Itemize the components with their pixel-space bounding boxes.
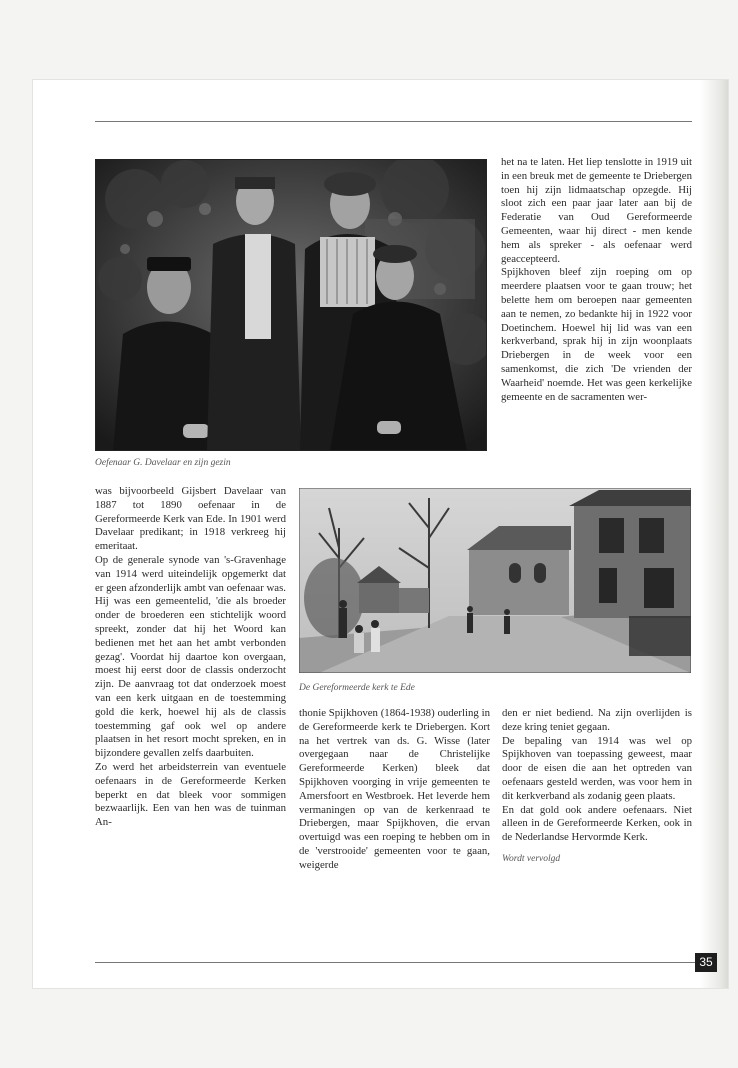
paragraph: den er niet bediend. Na zijn overlijden is deze kring teniet gegaan.: [502, 707, 692, 733]
page-curl-shadow: [700, 80, 728, 988]
church-street-photo: [299, 488, 691, 673]
paragraph: Op de generale synode van 's-Gravenhage van 1914 werd uiteindelijk opgemerkt dat er geen afzonderlijk ambt van oefenaar was. Hij was een gemeentelid, 'die als broeder onder de broederen een stichtelijk woord spreekt, zonder dat hij het Woord kan bedienen met het aan het ambt verbonden gezag'. Voordat hij daartoe kon overgaan, moest hij eerst door de classis onderzocht zijn. De aanvraag tot dat onderzoek moest van een kerk uitgaan en de toestemming gold die kerk, hoewel hij als de classis toestemming gaf ook wel op andere plaatsen in het resort mocht spreken, en in bijzondere gevallen zelfs daarbuiten.: [95, 553, 286, 760]
text-column-right-top: [501, 156, 692, 404]
paragraph: En dat gold ook andere oefenaars. Niet alleen in de Gereformeerde Kerken, ook in de Nederlandse Hervormde Kerk.: [502, 803, 692, 844]
text-column-left: [95, 485, 286, 830]
family-portrait-photo: [95, 159, 487, 451]
top-rule: [95, 121, 692, 122]
bottom-rule: [95, 962, 695, 963]
paragraph: het na te laten. Het liep tenslotte in 1919 uit in een breuk met de gemeente te Driebergen toen hij zijn lidmaatschap opzegde. Hij sloot zich een paar jaar later aan bij de Federatie van Oud Gereformeerde Gemeenten, waar hij direct - men kende hem als spreker - als oefenaar werd geaccepteerd.: [501, 156, 692, 265]
photo2-caption: De Gereformeerde kerk te Ede: [299, 683, 415, 693]
page-number: 35: [695, 953, 717, 972]
continued-note: Wordt vervolgd: [502, 853, 561, 864]
paragraph: thonie Spijkhoven (1864-1938) ouderling in de Gereformeerde kerk te Driebergen. Kort na het vertrek van ds. G. Wisse (later overgegaan naar de Christelijke Gereformeerde Kerken) bleek dat Spijkhoven voorging in vrije gemeenten te Amersfoort en Westbroek. Het leverde hem vermaningen op van de kerkenraad te Driebergen, maar Spijkhoven, die ervan overtuigd was een roeping te hebben om in de 'verstrooide' gemeenten voor te gaan, weigerde: [299, 707, 490, 871]
paragraph: Zo werd het arbeidsterrein van eventuele oefenaars in de Gereformeerde Kerken beperkt en dat bleek voor sommigen bezwaarlijk. Een van hen was de tuinman An-: [95, 760, 286, 829]
text-column-middle: [299, 707, 490, 873]
text-column-right: [502, 707, 692, 867]
paragraph: De bepaling van 1914 was wel op Spijkhoven van toepassing geweest, maar door de eisen die aan het optreden van oefenaars gesteld werden, was voor hem in dit kerkverband als zodanig geen plaats.: [502, 734, 692, 802]
paragraph: was bijvoorbeeld Gijsbert Davelaar van 1887 tot 1890 oefenaar in de Gereformeerde Kerk van Ede. In 1901 werd Davelaar predikant; in 1918 verkreeg hij emeritaat.: [95, 485, 286, 553]
photo1-caption: Oefenaar G. Davelaar en zijn gezin: [95, 458, 231, 468]
paragraph: Spijkhoven bleef zijn roeping om op meerdere plaatsen voor te gaan trouw; het belette hem om beroepen naar gemeenten aan te nemen, zo bedankte hij in 1922 voor Doetinchem. Hoewel hij lid was van een kerkverband, sprak hij in zijn woonplaats Driebergen in de week voor een samenkomst, die zich 'De vrienden der Waarheid' noemde. Het was geen kerkelijke gemeente en de sacramenten wer-: [501, 266, 692, 403]
